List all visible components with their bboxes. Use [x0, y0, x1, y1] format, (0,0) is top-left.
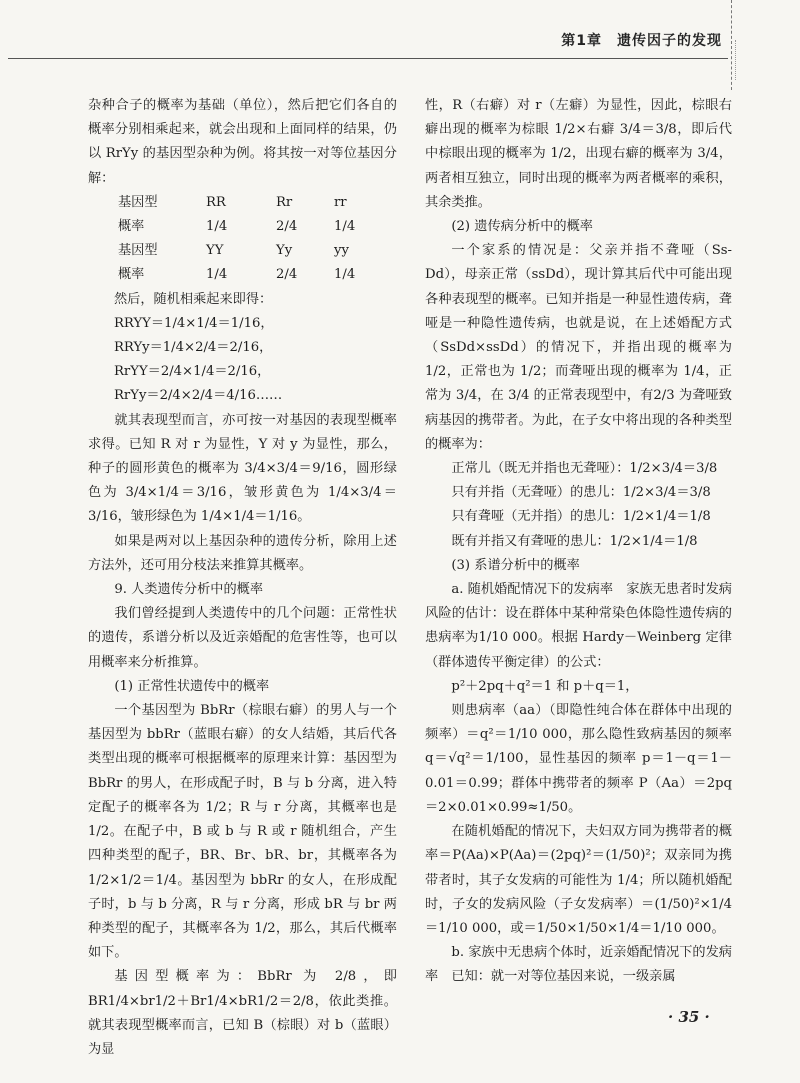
paragraph: a. 随机婚配情况下的发病率 家族无患者时发病风险的估计：设在群体中某种常染色体隐性遗传病的患病率为1/10 000。根据 Hardy－Weinberg 定律（群体遗传平衡定律）的公式：	[425, 582, 732, 670]
table-cell: rr	[334, 194, 347, 210]
equation-line: RRYY＝1/4×1/4＝1/16，	[114, 315, 274, 331]
section-heading: 9. 人类遗传分析中的概率	[114, 582, 264, 598]
paragraph: 就其表现型而言，亦可按一对基因的表现型概率求得。已知 R 对 r 为显性，Y 对 y 为显性，那么，种子的圆形黄色的概率为 3/4×3/4＝9/16，圆形绿色为 3/4×1/4＝3/16，皱形黄色为 1/4×3/4＝3/16，皱形绿色为 1/4×1/4＝1/16。	[88, 412, 397, 525]
table-row	[118, 263, 384, 287]
paragraph: b. 家族中无患病个体时，近亲婚配情况下的发病率 已知：就一对等位基因来说，一级亲属	[425, 945, 732, 985]
paragraph: 杂种合子的概率为基础（单位），然后把它们各自的概率分别相乘起来，就会出现和上面同样的结果，仍以 RrYy 的基因型杂种为例。将其按一对等位基因分解：	[88, 98, 397, 186]
table-cell: 1/4	[334, 267, 356, 283]
paragraph: 如果是两对以上基因杂种的遗传分析，除用上述方法外，还可用分枝法来推算其概率。	[88, 533, 397, 573]
paragraph: 则患病率（aa）（即隐性纯合体在群体中出现的频率）＝q²＝1/10 000，那么隐性致病基因的频率 q＝√q²＝1/100，显性基因的频率 p＝1－q＝1－0.01＝0.99；群体中携带者的频率 P（Aa）＝2pq＝2×0.01×0.99≈1/50。	[425, 703, 732, 815]
header-rule	[8, 58, 728, 59]
list-item: 只有聋哑（无并指）的患儿：1/2×1/4＝1/8	[451, 509, 711, 525]
right-column	[425, 94, 732, 990]
paragraph: 基因型概率为：BbRr 为 2/8，即 BR1/4×br1/2＋Br1/4×bR1/2＝2/8，依此类推。就其表现型概率而言，已知 B（棕眼）对 b（蓝眼）为显	[88, 969, 397, 1057]
table-cell: 基因型	[118, 194, 158, 210]
table-cell: 概率	[118, 267, 145, 283]
page-edge-line	[731, 0, 733, 90]
subsection-heading: (1) 正常性状遗传中的概率	[114, 678, 270, 694]
paragraph: 我们曾经提到人类遗传中的几个问题：正常性状的遗传，系谱分析以及近亲婚配的危害性等，也可以用概率来分析推算。	[88, 606, 397, 670]
table-cell: 1/4	[206, 267, 228, 283]
table-row	[118, 215, 384, 239]
equation-line: RRYy＝1/4×2/4＝2/16，	[114, 340, 273, 356]
left-column	[88, 94, 397, 1062]
page-edge-line-2	[735, 40, 737, 80]
subsection-heading: (2) 遗传病分析中的概率	[451, 219, 593, 235]
table-row	[118, 191, 384, 215]
table-cell: yy	[334, 243, 349, 259]
paragraph: 在随机婚配的情况下，夫妇双方同为携带者的概率＝P(Aa)×P(Aa)＝(2pq)²＝(1/50)²；双亲同为携带者时，其子女发病的可能性为 1/4；所以随机婚配时，子女的发病风险（子女发病率）＝(1/50)²×1/4＝1/10 000，或＝1/50×1/50×1/4＝1/10 000。	[425, 824, 732, 936]
table-cell: 2/4	[276, 219, 298, 235]
table-cell: 1/4	[334, 219, 356, 235]
text-line: 然后，随机相乘起来即得：	[114, 291, 273, 307]
table-row	[118, 239, 384, 263]
table-cell: YY	[206, 243, 224, 259]
table-cell: 概率	[118, 219, 145, 235]
paragraph: 性，R（右癖）对 r（左癖）为显性，因此，棕眼右癖出现的概率为棕眼 1/2×右癖 3/4＝3/8，即后代中棕眼出现的概率为 1/2，出现右癖的概率为 3/4，两者相互独立，同时出现的概率为两者概率的乘积，其余类推。	[425, 98, 732, 210]
formula-line: p²＋2pq＋q²＝1 和 p＋q＝1，	[451, 678, 639, 694]
page-number: · 35 ·	[668, 1008, 710, 1026]
table-cell: 2/4	[276, 267, 298, 283]
equation-line: RrYY＝2/4×1/4＝2/16，	[114, 364, 271, 380]
table-cell: 基因型	[118, 243, 158, 259]
list-item: 只有并指（无聋哑）的患儿：1/2×3/4＝3/8	[451, 485, 711, 501]
equation-line: RrYy＝2/4×2/4＝4/16……	[114, 388, 283, 404]
running-header: 第1章 遗传因子的发现	[561, 33, 722, 49]
list-item: 既有并指又有聋哑的患儿：1/2×1/4＝1/8	[451, 533, 698, 549]
subsection-heading: (3) 系谱分析中的概率	[451, 557, 580, 573]
paragraph: 一个家系的情况是：父亲并指不聋哑（Ss-Dd），母亲正常（ssDd），现计算其后代中可能出现各种表现型的概率。已知并指是一种显性遗传病，聋哑是一种隐性遗传病，也就是说，在上述婚配方式（SsDd×ssDd）的情况下，并指出现的概率为 1/2，正常也为 1/2；而聋哑出现的概率为 1/4，正常为 3/4，在 3/4 的正常表现型中，有2/3 为聋哑致病基因的携带者。为此，在子女中将出现的各种类型的概率为：	[425, 243, 732, 452]
list-item: 正常儿（既无并指也无聋哑）：1/2×3/4＝3/8	[451, 461, 718, 477]
paragraph: 一个基因型为 BbRr（棕眼右癖）的男人与一个基因型为 bbRr（蓝眼右癖）的女人结婚，其后代各类型出现的概率可根据概率的原理来计算：基因型为 BbRr 的男人，在形成配子时，B 与 b 分离，进入特定配子的概率各为 1/2；R 与 r 分离，其概率也是 1/2。在配子中，B 或 b 与 R 或 r 随机组合，产生四种类型的配子，BR、Br、bR、br，其概率各为 1/2×1/2＝1/4。基因型为 bbRr 的女人，在形成配子时，b 与 b 分离，R 与 r 分离，形成 bR 与 br 两种类型的配子，其概率各为 1/2，那么，其后代概率如下。	[88, 703, 397, 961]
table-cell: 1/4	[206, 219, 228, 235]
table-cell: RR	[206, 194, 226, 210]
table-cell: Yy	[276, 243, 293, 259]
table-cell: Rr	[276, 194, 293, 210]
genotype-table	[118, 191, 384, 288]
